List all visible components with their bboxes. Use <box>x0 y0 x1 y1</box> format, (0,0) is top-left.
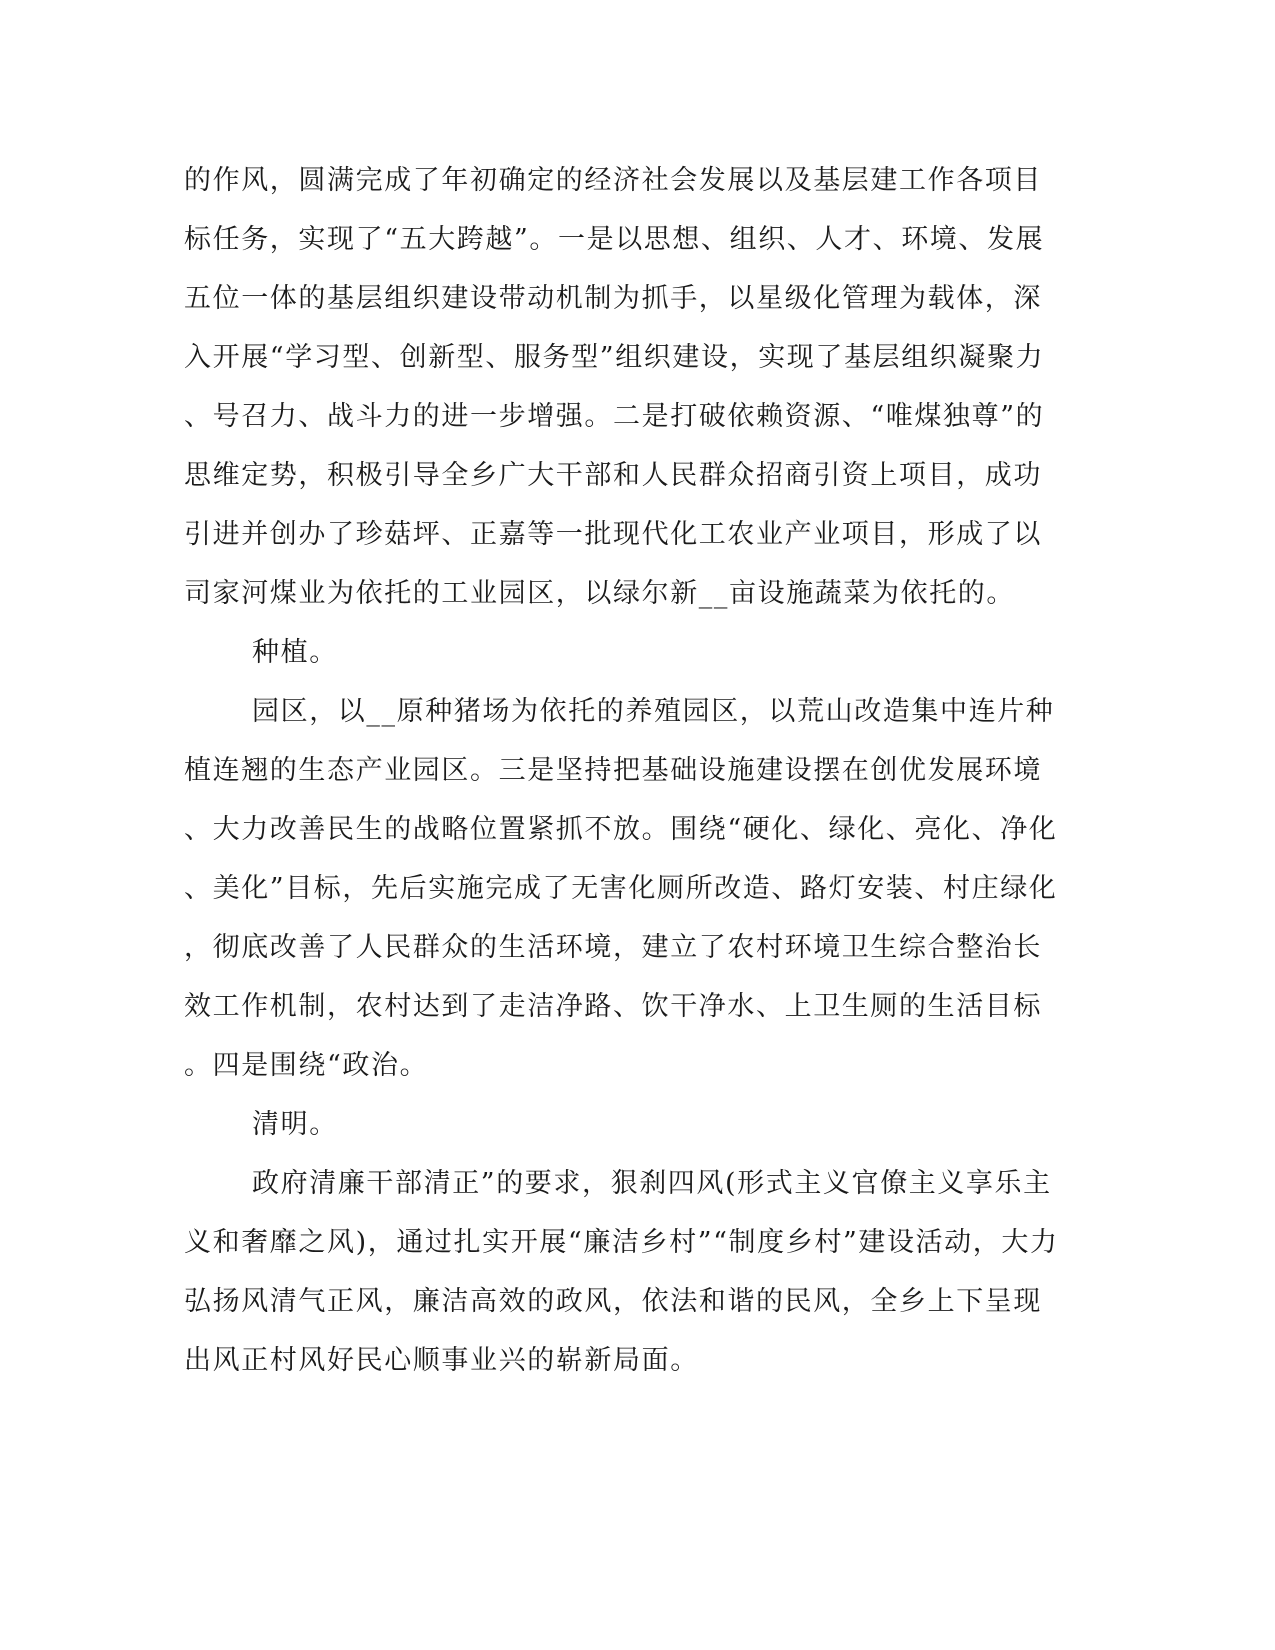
text-line: 义和奢靡之风)，通过扎实开展“廉洁乡村”“制度乡村”建设活动，大力 <box>184 1227 1059 1258</box>
text-line: 。四是围绕“政治。 <box>184 1050 429 1081</box>
paragraph-first-line: 园区，以__原种猪场为依托的养殖园区，以荒山改造集中连片种 <box>252 696 1055 727</box>
text-line: 司家河煤业为依托的工业园区，以绿尔新__亩设施蔬菜为依托的。 <box>184 578 1015 609</box>
text-line: 效工作机制，农村达到了走洁净路、饮干净水、上卫生厕的生活目标 <box>184 991 1042 1022</box>
paragraph-heading: 清明。 <box>252 1109 338 1140</box>
text-line: 、大力改善民生的战略位置紧抓不放。围绕“硬化、绿化、亮化、净化 <box>184 814 1058 845</box>
paragraph-first-line: 政府清廉干部清正”的要求，狠刹四风(形式主义官僚主义享乐主 <box>252 1168 1052 1199</box>
text-line: 出风正村风好民心顺事业兴的崭新局面。 <box>184 1345 699 1376</box>
text-line: 植连翘的生态产业园区。三是坚持把基础设施建设摆在创优发展环境 <box>184 755 1042 786</box>
text-line: 入开展“学习型、创新型、服务型”组织建设，实现了基层组织凝聚力 <box>184 342 1045 373</box>
text-line: 引进并创办了珍菇坪、正嘉等一批现代化工农业产业项目，形成了以 <box>184 519 1042 550</box>
text-line: 的作风，圆满完成了年初确定的经济社会发展以及基层建工作各项目 <box>184 165 1042 196</box>
text-line: ，彻底改善了人民群众的生活环境，建立了农村环境卫生综合整治长 <box>184 932 1042 963</box>
text-line: 五位一体的基层组织建设带动机制为抓手，以星级化管理为载体，深 <box>184 283 1042 314</box>
text-line: 标任务，实现了“五大跨越”。一是以思想、组织、人才、环境、发展 <box>184 224 1045 255</box>
text-line: 、美化”目标，先后实施完成了无害化厕所改造、路灯安装、村庄绿化 <box>184 873 1058 904</box>
text-line: 思维定势，积极引导全乡广大干部和人民群众招商引资上项目，成功 <box>184 460 1042 491</box>
paragraph-heading: 种植。 <box>252 637 338 668</box>
text-line: 、号召力、战斗力的进一步增强。二是打破依赖资源、“唯煤独尊”的 <box>184 401 1045 432</box>
text-line: 弘扬风清气正风，廉洁高效的政风，依法和谐的民风，全乡上下呈现 <box>184 1286 1042 1317</box>
